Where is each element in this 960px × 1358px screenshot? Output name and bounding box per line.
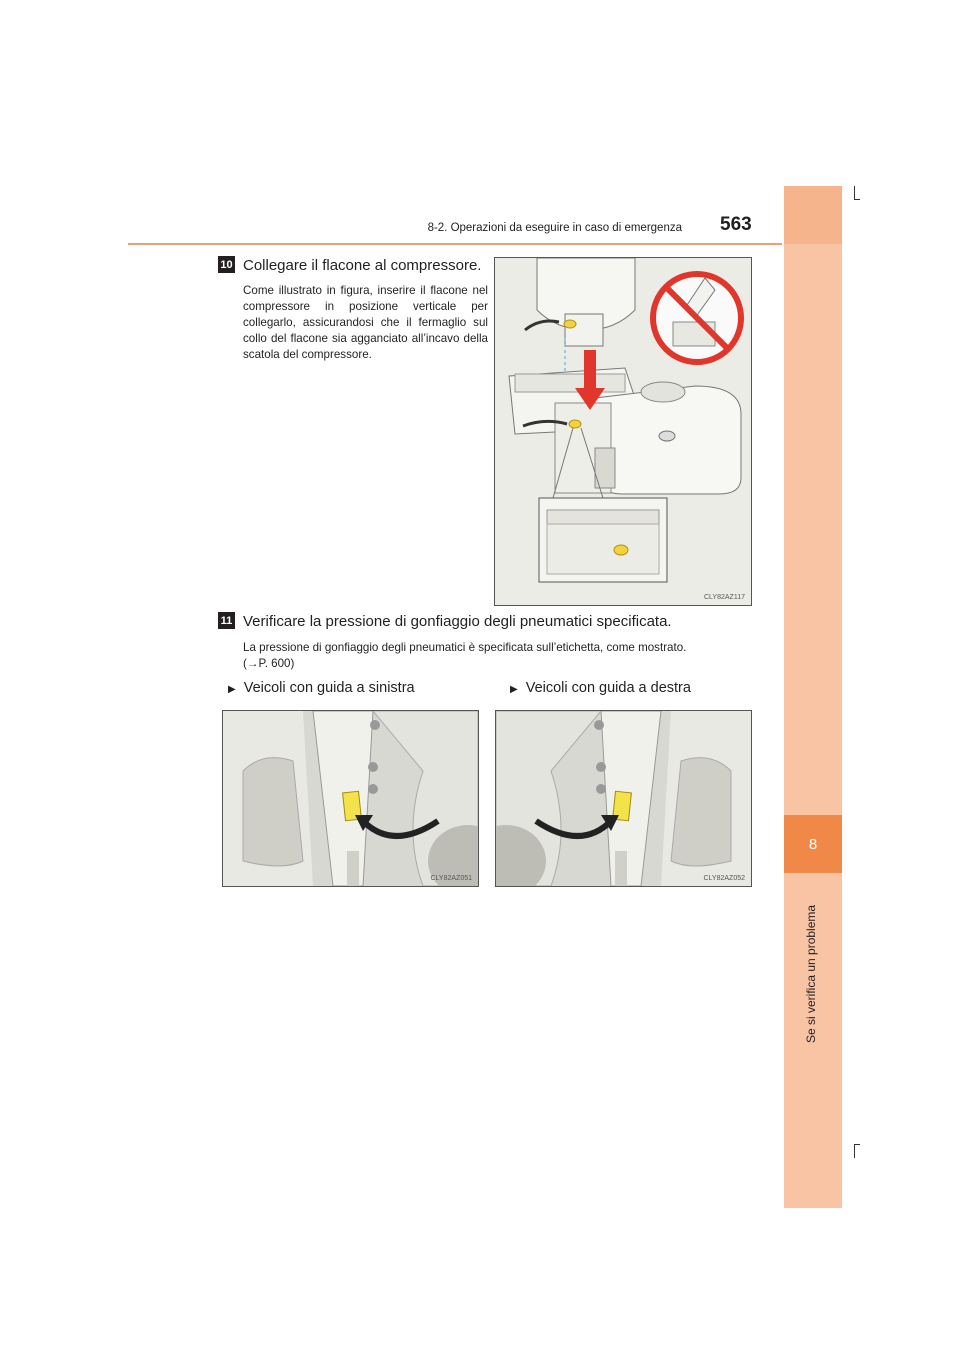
side-tab-top (784, 186, 842, 244)
crop-mark (854, 186, 855, 200)
step-11-body: La pressione di gonfiaggio degli pneumatici è specificata sull’etichetta, come mostrato. (243, 641, 687, 654)
left-hand-drive-figure (222, 710, 479, 887)
triangle-bullet-icon: ▶ (510, 684, 518, 695)
step-number-11: 11 (218, 612, 235, 629)
compressor-bottle-figure (494, 257, 752, 606)
crop-mark (854, 1144, 855, 1158)
triangle-bullet-icon: ▶ (228, 684, 236, 695)
right-hand-drive-heading (510, 680, 691, 696)
figure-code: CLY82AZ051 (430, 875, 472, 882)
figure-code: CLY82AZ117 (704, 594, 745, 601)
right-hand-drive-figure (495, 710, 752, 887)
page-number: 563 (720, 214, 752, 235)
figure-code: CLY82AZ052 (703, 875, 745, 882)
step-10-title: Collegare il flacone al compressore. (243, 257, 482, 274)
section-title: 8-2. Operazioni da eseguire in caso di emergenza (427, 222, 682, 234)
right-hand-drive-label: Veicoli con guida a destra (525, 680, 691, 696)
side-tab-band (784, 186, 842, 1208)
step-number-10: 10 (218, 256, 235, 273)
door-pillar-illustration-right (496, 711, 751, 886)
page-reference[interactable]: (→P. 600) (243, 657, 295, 670)
step-10-body: Come illustrato in figura, inserire il flacone nel compressore in posizione verticale per collegarlo, assicurandosi che il fermaglio sul collo del flacone sia agganciato all’incavo della scatola del compressore. (243, 284, 488, 361)
crop-mark (854, 199, 860, 200)
compressor-illustration (495, 258, 751, 605)
chapter-label: Se si verifica un problema (804, 904, 818, 1043)
left-hand-drive-label: Veicoli con guida a sinistra (243, 680, 415, 696)
left-hand-drive-heading (228, 680, 415, 696)
step-11-title: Verificare la pressione di gonfiaggio degli pneumatici specificata. (243, 613, 672, 630)
chapter-number-tab[interactable]: 8 (784, 815, 842, 873)
header-rule (128, 243, 782, 245)
door-pillar-illustration-left (223, 711, 478, 886)
